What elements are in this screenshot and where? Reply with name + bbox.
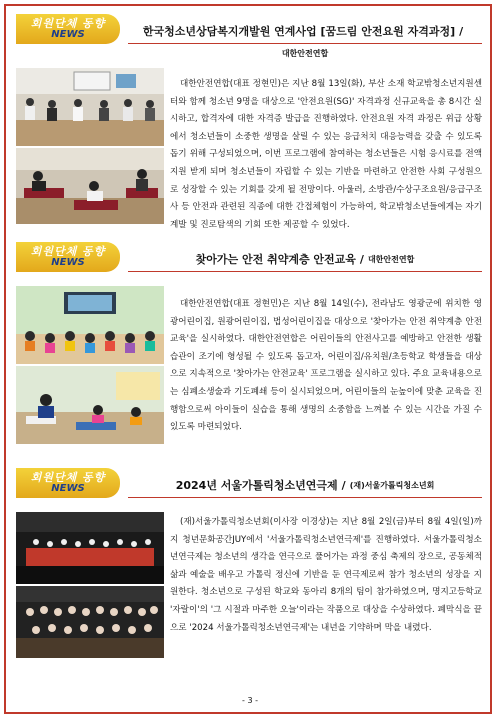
section-body: (재)서울가톨릭청소년회(이사장 이경상)는 지난 8월 2일(금)부터 8월 4일(일)까지 청년문화공간JUY에서 '서울가톨릭청소년연극제'를 진행하였다. 서울가톨릭청소년연극제는 청소년의 생각을 연극으로 풀어가는 과정 중심 축제의 장으로, 공동체적 삶과 예술을 배우고 가톨릭 정신에 기반을 둔 연극제로써 참가 청소년의 성장을 지원한다. 청소년으로 구성된 학교와 동아리 8개의 팀이 참가하였으며, 명지고등학교 '자랄이'의 '그 시절과 마주한 오늘'이라는 작품으로 대상을 수상하였다. 폐막식을 끝으로 '2024 서울가톨릭청소년연극제'는 내년을 기약하며 막을 내렸다. — [170, 517, 482, 633]
page-number: - 3 - — [242, 696, 258, 705]
news-section-1 — [16, 14, 482, 230]
badge-title: 회원단체 동향 — [30, 471, 106, 484]
news-badge — [16, 14, 120, 44]
section-title: 찾아가는 안전 취약계층 안전교육 — [195, 253, 356, 266]
section-org: 대한안전연합 — [281, 49, 329, 58]
newsletter-page — [4, 4, 492, 714]
section-title-row — [128, 20, 482, 42]
theater-stage-photo — [16, 512, 164, 584]
section-org: (재)서울가톨릭청소년회 — [349, 480, 435, 490]
section-header — [16, 14, 482, 44]
news-section-2 — [16, 242, 482, 433]
section-header — [16, 468, 482, 498]
badge-title: 회원단체 동향 — [30, 17, 106, 30]
section-title: 2024년 서울가톨릭청소년연극제 — [175, 479, 338, 492]
group-photo — [16, 586, 164, 658]
title-underline — [128, 43, 482, 44]
section-header — [16, 242, 482, 272]
news-section-3 — [16, 468, 482, 633]
section-body: 대한안전연합(대표 정현민)은 지난 8월 14일(수), 전라남도 영광군에 위치한 영광어린이집, 원광어린이집, 법성어린이집을 대상으로 '찾아가는 안전 취약계층 안전교육'을 실시하였다. 대한안전연합은 어린이들의 안전사고를 예방하고 안전한 생활 습관이 조기에 형성될 수 있도록 돕고자, 어린이집/유치원/초등학교 학생들을 대상으로 지속적으로 '찾아가는 안전교육' 프로그램을 실시하고 있다. 주요 교육내용으로는 심폐소생술과 기도폐쇄 등이 실시되었으며, 어린이들의 눈높이에 맞춘 교육을 진행함으로써 아이들이 실습을 통해 생명의 소중함을 느껴볼 수 있는 시간을 가질 수 있도록 마련되었다. — [170, 299, 482, 433]
title-separator: / — [341, 478, 346, 492]
news-badge — [16, 242, 120, 272]
title-separator: / — [459, 24, 464, 38]
badge-title: 회원단체 동향 — [30, 245, 106, 258]
classroom-photo — [16, 68, 164, 146]
child-cpr-photo — [16, 366, 164, 444]
title-underline — [128, 271, 482, 272]
title-underline — [128, 497, 482, 498]
section-title-row — [128, 248, 482, 270]
news-badge — [16, 468, 120, 498]
kindergarten-class-photo — [16, 286, 164, 364]
photo-column — [16, 512, 164, 660]
section-body: 대한안전연합(대표 정현민)은 지난 8월 13일(화), 부산 소재 학교밖청소년지원센터와 함께 청소년 9명을 대상으로 '안전요원(SG)' 자격과정 신규교육을 총 8시간 실시하고, 합격자에 대한 자격증 발급을 진행하였다. 안전요원 자격 과정은 위급 상황에서 청소년들이 소중한 생명을 살릴 수 있는 응급처치 대응능력을 갖출 수 있도록 돕기 위해 구성되었으며, 이번 프로그램에 참여하는 청소년들은 시험 응시료를 전액 지원 받게 되며 청소년들이 자립할 수 있는 기반을 마련하고 안전한 사회 구성원으로 성장할 수 있는 기회를 갖게 될 전망이다. 아울러, 소방관/수상구조요원/응급구조사 등 안전과 관련된 직종에 대한 간접체험이 가능하여, 학교밖청소년들에게는 자기계발 및 진로탐색의 기회 또한 제공할 수 있었다. — [170, 79, 482, 230]
cpr-training-photo — [16, 148, 164, 224]
section-title: 한국청소년상담복지개발원 연계사업 [꿈드림 안전요원 자격과정] — [142, 25, 456, 38]
photo-column — [16, 286, 164, 446]
badge-news: NEWS — [51, 483, 85, 494]
photo-column — [16, 68, 164, 226]
section-org: 대한안전연합 — [367, 254, 415, 264]
badge-news: NEWS — [51, 257, 85, 268]
title-separator: / — [359, 252, 364, 266]
badge-news: NEWS — [51, 29, 85, 40]
section-title-row — [128, 474, 482, 496]
